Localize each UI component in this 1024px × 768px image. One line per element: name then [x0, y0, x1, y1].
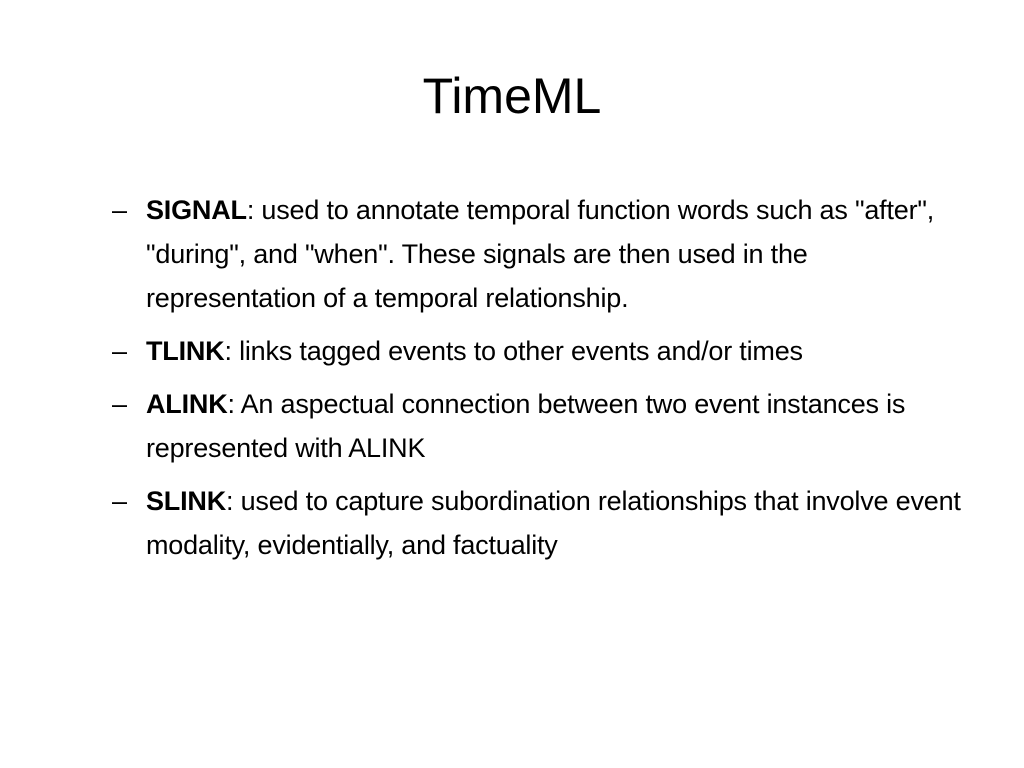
- dash-marker: –: [112, 486, 127, 516]
- definition-slink: : used to capture subordination relationships that involve event modality, evidentially, and factuality: [146, 486, 961, 560]
- term-alink: ALINK: [146, 389, 228, 419]
- bullet-signal: [112, 188, 972, 320]
- dash-marker: –: [112, 336, 127, 366]
- bullet-slink: [112, 479, 972, 567]
- bullet-tlink: [112, 329, 972, 373]
- bullet-list: [112, 188, 972, 576]
- term-slink: SLINK: [146, 486, 227, 516]
- slide-title: TimeML: [422, 68, 602, 124]
- dash-marker: –: [112, 389, 127, 419]
- definition-signal: : used to annotate temporal function words such as "after", "during", and "when". These signals are then used in the representation of a temporal relationship.: [146, 195, 935, 313]
- term-tlink: TLINK: [146, 336, 225, 366]
- term-signal: SIGNAL: [146, 195, 247, 225]
- definition-tlink: : links tagged events to other events and/or times: [224, 336, 803, 366]
- dash-marker: –: [112, 195, 127, 225]
- bullet-alink: [112, 382, 972, 470]
- definition-alink: : An aspectual connection between two event instances is represented with ALINK: [146, 389, 906, 463]
